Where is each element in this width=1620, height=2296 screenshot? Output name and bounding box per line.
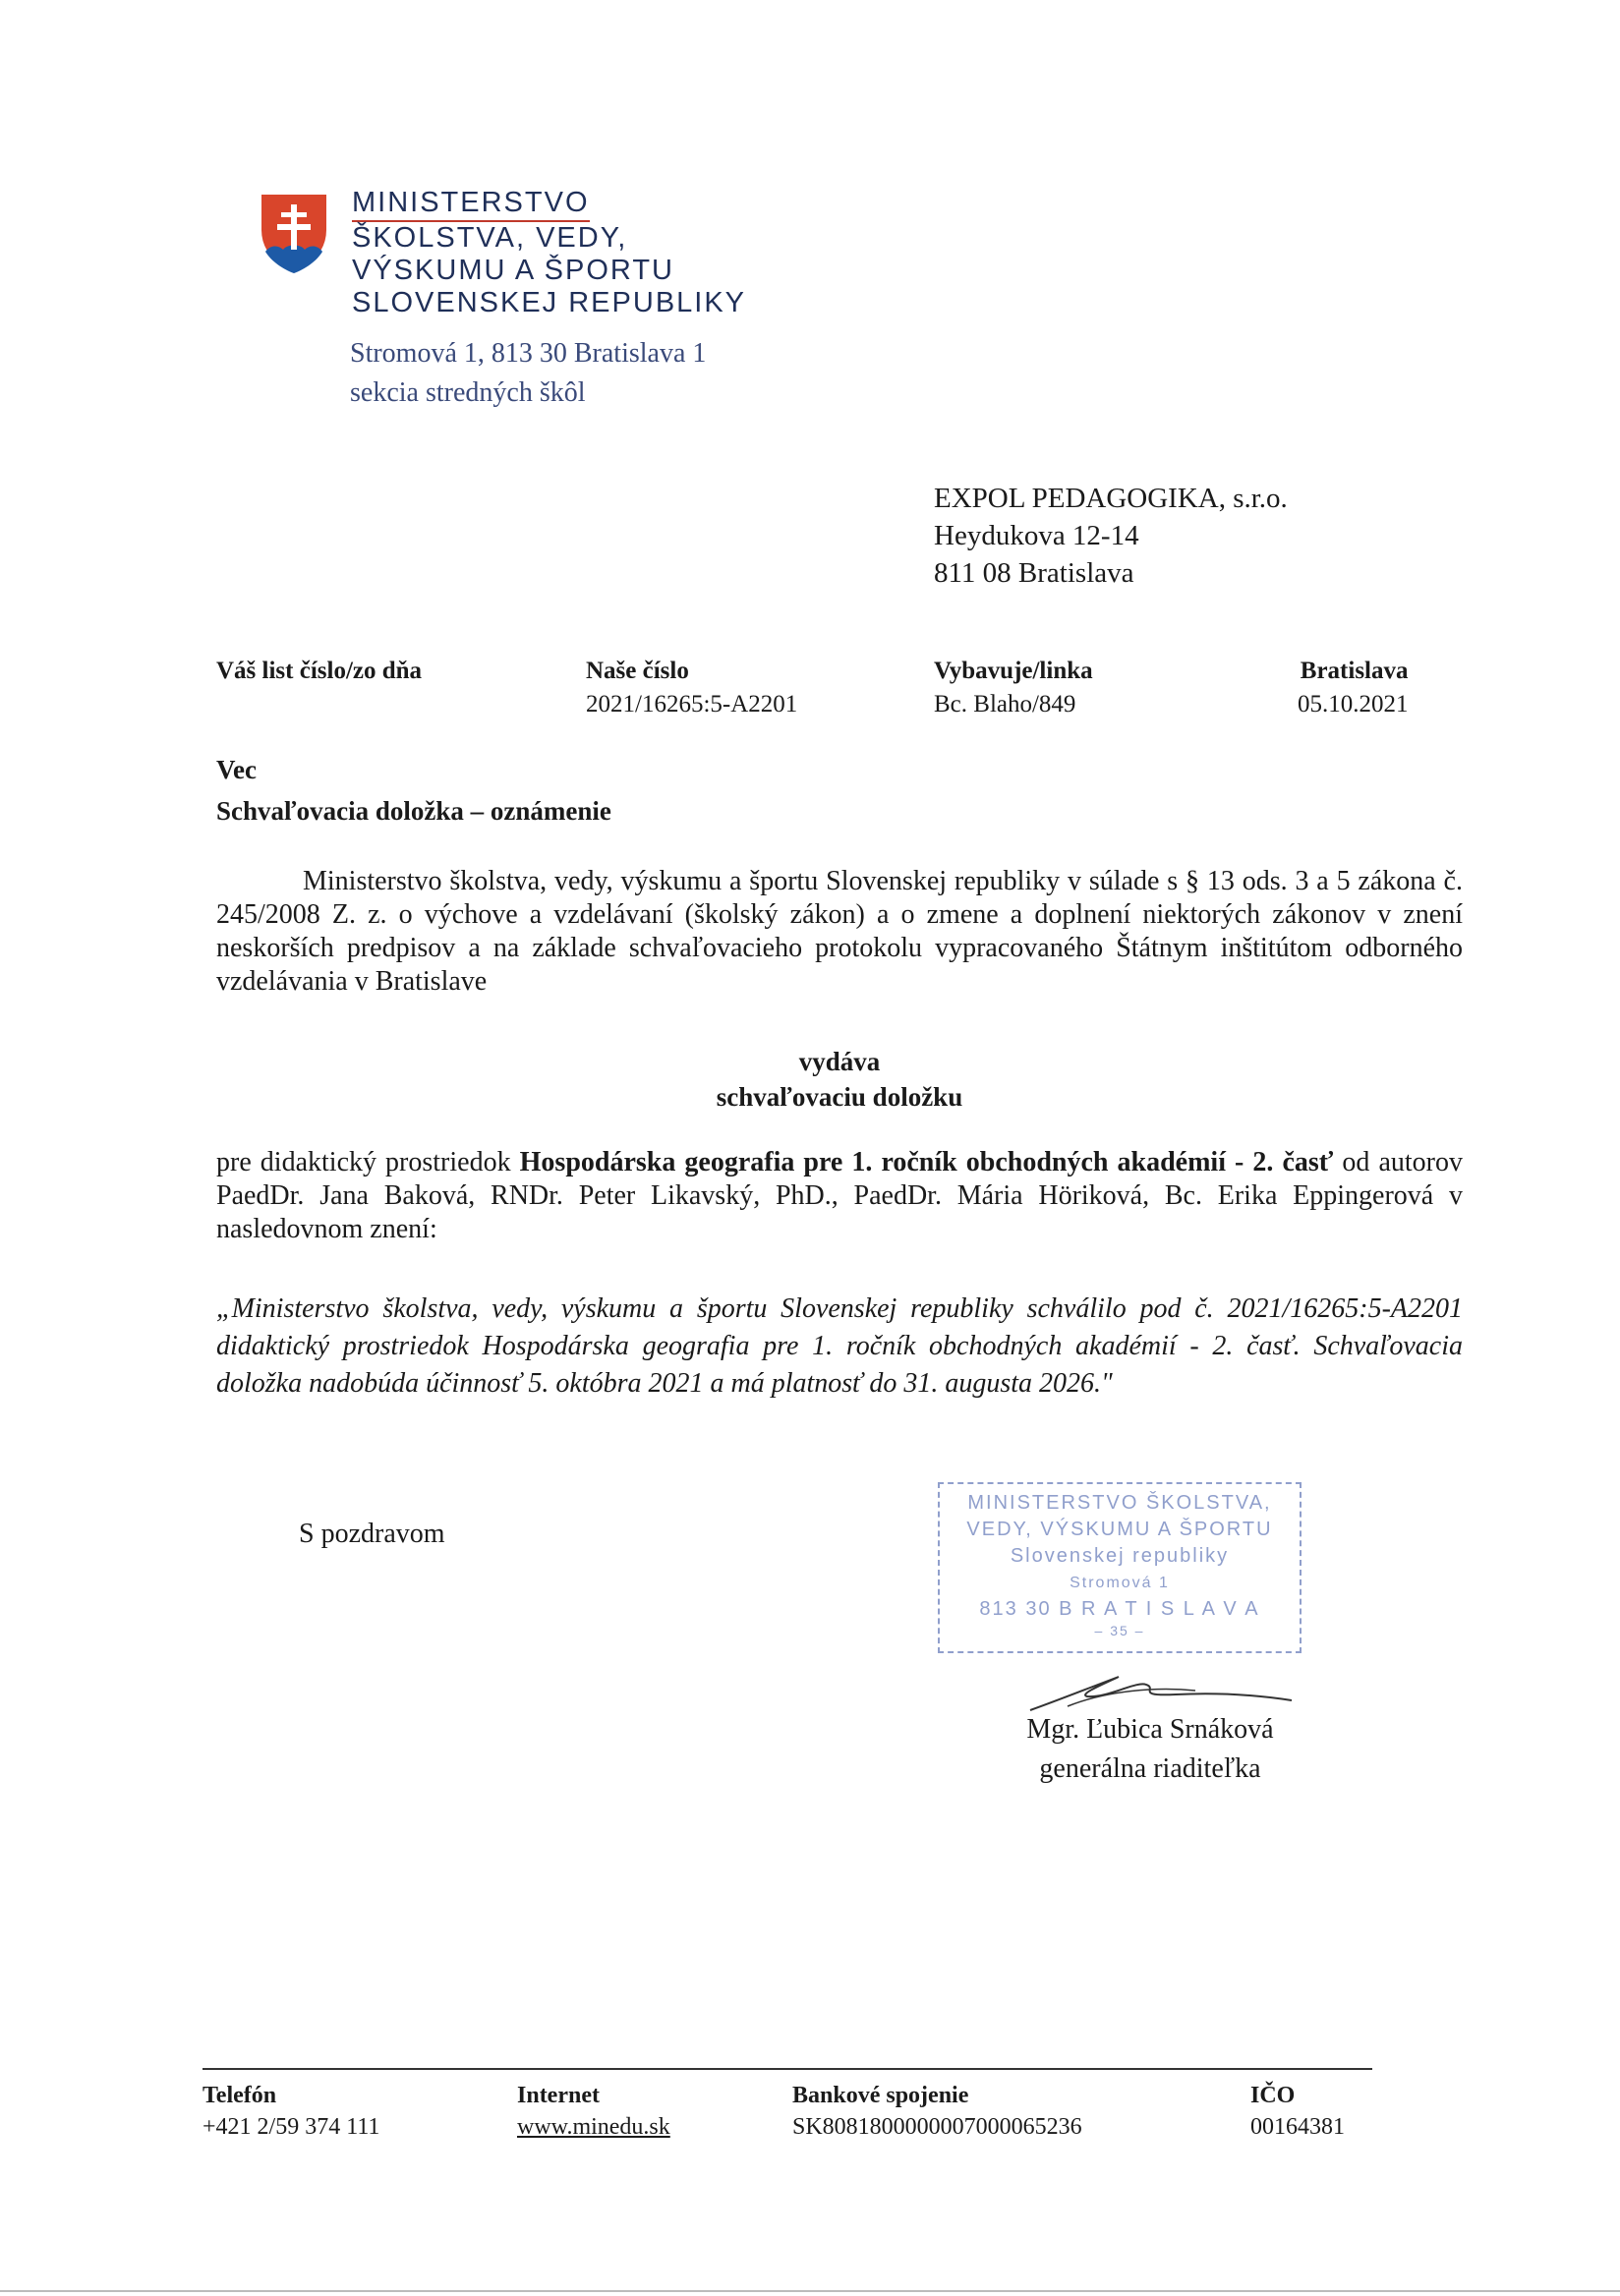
- signer-block: [1003, 1710, 1298, 1789]
- footer-ico-label: IČO: [1250, 2083, 1296, 2108]
- ref-your-letter-label: Váš list číslo/zo dňa: [216, 658, 423, 684]
- footer-internet: [517, 2080, 670, 2143]
- footer-website-link[interactable]: www.minedu.sk: [517, 2114, 670, 2140]
- stamp-line2: VEDY, VÝSKUMU A ŠPORTU: [966, 1519, 1273, 1540]
- ref-date-value: 05.10.2021: [1298, 691, 1409, 718]
- stamp-line6: – 35 –: [1094, 1623, 1145, 1638]
- subject-title: Schvaľovacia doložka – oznámenie: [216, 796, 611, 826]
- footer-bank: [792, 2080, 1082, 2143]
- footer-phone-label: Telefón: [202, 2083, 277, 2108]
- footer-ico: [1250, 2080, 1345, 2143]
- footer-ico-value: 00164381: [1250, 2114, 1345, 2140]
- handwritten-signature-icon: [1028, 1661, 1294, 1716]
- p2-textbook-title: Hospodárska geografia pre 1. ročník obchodných akadémií - 2. časť: [519, 1147, 1334, 1177]
- body-paragraph-2: [216, 1146, 1463, 1246]
- stamp-line5: 813 30 B R A T I S L A V A: [979, 1598, 1260, 1620]
- recipient-address: [934, 480, 1288, 592]
- signer-title: generálna riaditeľka: [1039, 1753, 1261, 1784]
- ref-our-number-label: Naše číslo: [586, 658, 689, 684]
- ministry-name-line4: SLOVENSKEJ REPUBLIKY: [352, 287, 747, 318]
- recipient-name: EXPOL PEDAGOGIKA, s.r.o.: [934, 483, 1288, 514]
- ministry-name: [352, 187, 746, 319]
- footer-bank-label: Bankové spojenie: [792, 2083, 969, 2108]
- ministry-name-line1: MINISTERSTVO: [352, 187, 590, 222]
- ref-handled-by: [934, 655, 1093, 721]
- ref-your-letter: [216, 655, 422, 688]
- stamp-line1: MINISTERSTVO ŠKOLSTVA,: [967, 1492, 1272, 1514]
- subject: [216, 749, 611, 832]
- stamp-line3: Slovenskej republiky: [1010, 1545, 1230, 1567]
- coat-of-arms-icon: [258, 191, 330, 277]
- footer-bank-value: SK8081800000007000065236: [792, 2114, 1082, 2140]
- stamp-line4: Stromová 1: [1070, 1575, 1170, 1591]
- official-stamp: [938, 1482, 1302, 1653]
- ref-our-number-value: 2021/16265:5-A2201: [586, 691, 798, 718]
- signer-name: Mgr. Ľubica Srnáková: [1026, 1714, 1274, 1745]
- body-paragraph-1: Ministerstvo školstva, vedy, výskumu a športu Slovenskej republiky v súlade s § 13 ods. 3 a 5 zákona č. 245/2008 Z. z. o výchove a vzdelávaní (školský zákon) a o zmene a doplnení niektorých zákonov v znení neskorších predpisov a na základe schvaľovacieho protokolu vypracovaného Štátnym inštitútom odborného vzdelávania v Bratislave: [216, 866, 1463, 997]
- approval-quote: „Ministerstvo školstva, vedy, výskumu a športu Slovenskej republiky schválilo pod č. 2021/16265:5-A2201 didaktický prostriedok Hospodárska geografia pre 1. ročník obchodných akadémií - 2. časť. Schvaľovacia doložka nadobúda účinnosť 5. októbra 2021 a má platnosť do 31. augusta 2026.": [216, 1293, 1463, 1399]
- footer-phone: [202, 2080, 379, 2143]
- subject-label: Vec: [216, 755, 257, 784]
- ref-place-label: Bratislava: [1300, 658, 1409, 684]
- recipient-city: 811 08 Bratislava: [934, 557, 1134, 589]
- ref-our-number: [586, 655, 797, 721]
- greeting: S pozdravom: [299, 1519, 445, 1549]
- footer-divider: [202, 2068, 1372, 2070]
- ministry-name-line3: VÝSKUMU A ŠPORTU: [352, 255, 674, 286]
- recipient-street: Heydukova 12-14: [934, 520, 1139, 551]
- ref-handled-by-label: Vybavuje/linka: [934, 658, 1093, 684]
- issues-line1: vydáva: [798, 1047, 881, 1076]
- sender-address-line1: Stromová 1, 813 30 Bratislava 1: [350, 338, 707, 369]
- footer-phone-value: +421 2/59 374 111: [202, 2114, 380, 2140]
- footer-internet-label: Internet: [517, 2083, 600, 2108]
- p2-suffix: od autorov PaedDr. Jana Baková, RNDr. Peter Likavský, PhD., PaedDr. Mária Höriková, Bc. Erika Eppingerová v nasledovnom znení:: [216, 1147, 1464, 1244]
- ministry-name-line2: ŠKOLSTVA, VEDY,: [352, 222, 628, 254]
- sender-address: [350, 334, 706, 413]
- scan-edge-line: [0, 2290, 1620, 2292]
- issues-line2: schvaľovaciu doložku: [716, 1082, 963, 1112]
- ref-date: [1298, 655, 1409, 721]
- ref-handled-by-value: Bc. Blaho/849: [934, 691, 1076, 718]
- issues-block: [216, 1044, 1463, 1115]
- sender-department: sekcia stredných škôl: [350, 377, 586, 408]
- p2-prefix: pre didaktický prostriedok: [216, 1147, 520, 1177]
